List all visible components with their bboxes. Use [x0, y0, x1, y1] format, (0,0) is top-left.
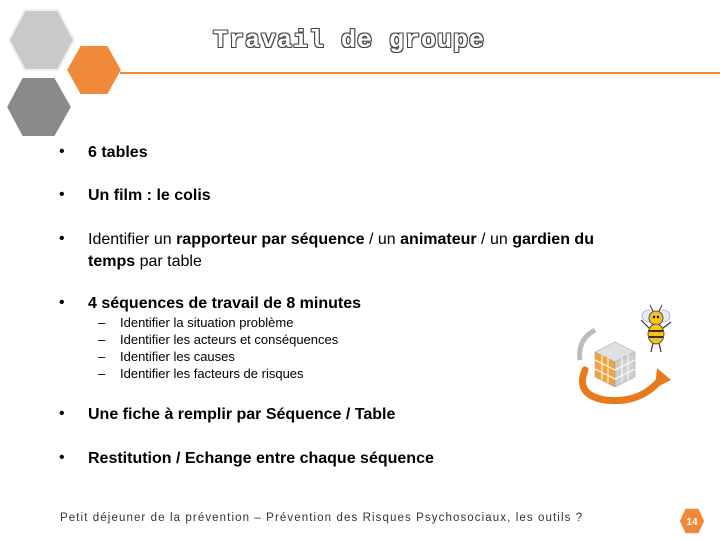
bullet-text: / un — [364, 231, 401, 248]
bullet-text-bold: temps — [88, 253, 136, 270]
sub-bullet-item: Identifier les facteurs de risques — [120, 366, 304, 381]
bullet-text: par table — [135, 253, 202, 270]
bullet-text: Un film : le colis — [88, 187, 211, 204]
sub-bullet-marker: – — [98, 315, 106, 330]
bullet-item — [88, 185, 211, 206]
bullet-text: 6 tables — [88, 144, 148, 161]
page-number-hexagon-icon — [678, 506, 706, 536]
bullet-item-continuation — [88, 251, 202, 272]
footer-text: Petit déjeuner de la prévention – Prévention des Risques Psychosociaux, les outils ? — [60, 512, 584, 524]
bullet-marker: • — [59, 294, 65, 311]
bullet-item — [88, 448, 434, 469]
page-number: 14 — [686, 517, 698, 528]
sub-bullet-marker: – — [98, 366, 106, 381]
bullet-text: Une fiche à remplir par Séquence / Table — [88, 406, 396, 423]
bullet-text: Identifier un — [88, 231, 177, 248]
bullet-item — [88, 229, 594, 250]
hexagon-decoration-icon — [0, 0, 130, 140]
bullet-marker: • — [59, 143, 65, 160]
bullet-marker: • — [59, 405, 65, 422]
bullet-item — [88, 142, 148, 163]
bullet-marker: • — [59, 449, 65, 466]
bullet-marker: • — [59, 186, 65, 203]
sub-bullet-marker: – — [98, 332, 106, 347]
bullet-text: / un — [476, 231, 513, 248]
bullet-text: 4 séquences de travail de 8 minutes — [88, 295, 362, 312]
bullet-text-bold: rapporteur par séquence — [176, 231, 365, 248]
bullet-item — [88, 293, 361, 314]
sub-bullet-item: Identifier les causes — [120, 349, 235, 364]
bullet-text: Restitution / Echange entre chaque séquence — [88, 450, 434, 467]
bee-cube-illustration-icon — [565, 300, 680, 410]
sub-bullet-item: Identifier la situation problème — [120, 315, 294, 330]
page-title: Travail de groupe — [213, 26, 486, 55]
sub-bullet-marker: – — [98, 349, 106, 364]
bullet-text-bold: animateur — [400, 231, 477, 248]
bullet-marker: • — [59, 230, 65, 247]
sub-bullet-item: Identifier les acteurs et conséquences — [120, 332, 339, 347]
bullet-item — [88, 404, 395, 425]
title-underline — [120, 72, 720, 74]
bullet-text-bold: gardien du — [512, 231, 594, 248]
